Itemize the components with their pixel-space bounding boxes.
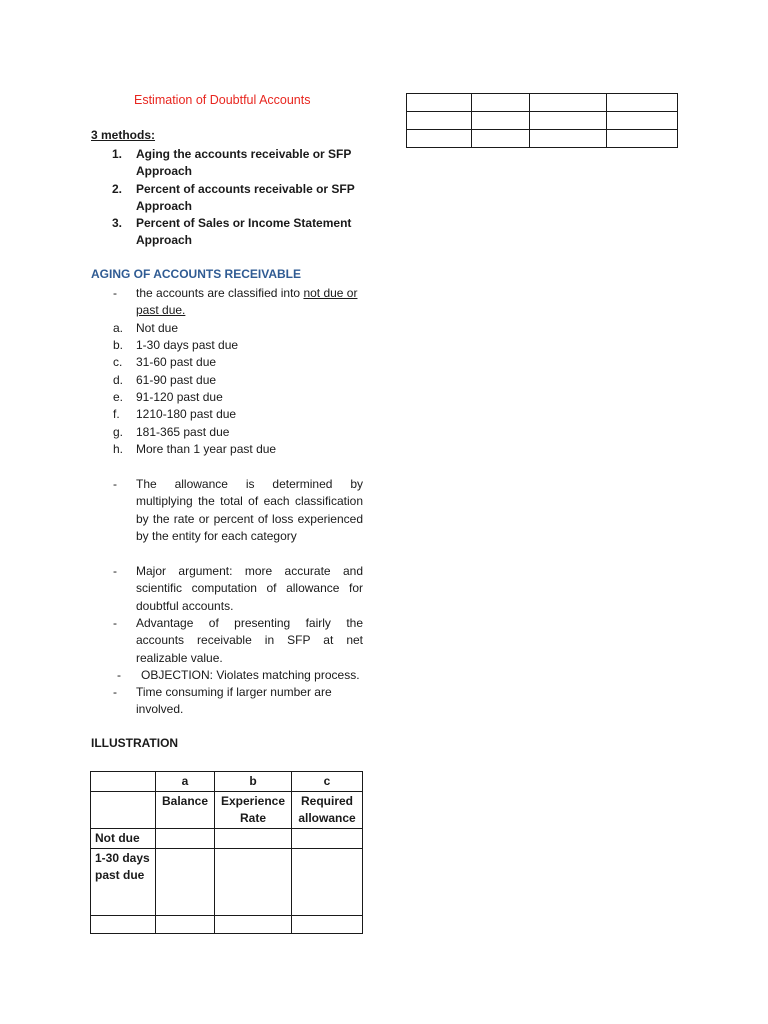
table-cell <box>407 112 472 130</box>
table-cell <box>472 94 530 112</box>
bullet-point <box>91 615 363 667</box>
method-number: 2. <box>112 181 123 196</box>
list-item <box>91 441 363 458</box>
method-item <box>104 181 364 216</box>
bullet-point <box>91 476 363 545</box>
point-text: Time consuming if larger number are involved. <box>136 685 332 717</box>
table-cell <box>215 829 292 849</box>
bullet-point <box>91 667 363 684</box>
category-letter: c. <box>113 355 123 369</box>
category-letter: h. <box>113 442 124 456</box>
category-letter: f. <box>113 407 120 421</box>
table-cell: Not due <box>91 829 156 849</box>
dash-mark: - <box>113 685 117 699</box>
table-cell <box>91 916 156 934</box>
point-text: Advantage of presenting fairly the accounts receivable in SFP at net realizable value. <box>136 616 363 665</box>
list-item <box>91 424 363 441</box>
bullet-point <box>91 684 363 719</box>
method-text: Aging the accounts receivable or SFP Approach <box>136 147 352 179</box>
table-cell <box>407 94 472 112</box>
table-cell <box>607 130 678 148</box>
method-text: Percent of Sales or Income Statement Approach <box>136 216 352 248</box>
list-item <box>91 337 363 354</box>
method-item <box>104 146 364 181</box>
point-text: OBJECTION: Violates matching process. <box>141 668 360 682</box>
dash-mark: - <box>113 477 117 491</box>
category-text: 1-30 days past due <box>136 338 239 352</box>
table-cell <box>472 130 530 148</box>
illustration-table <box>90 771 363 934</box>
dash-mark: - <box>113 286 117 300</box>
table-cell <box>292 829 363 849</box>
category-text: 91-120 past due <box>136 390 223 404</box>
dash-mark: - <box>113 564 117 578</box>
table-cell: b <box>215 772 292 792</box>
table-cell <box>292 849 363 916</box>
illustration-heading: ILLUSTRATION <box>91 736 179 750</box>
list-item <box>91 372 363 389</box>
table-cell: Required allowance <box>292 792 363 829</box>
category-letter: e. <box>113 390 124 404</box>
blank-table <box>406 93 678 148</box>
aging-heading: AGING OF ACCOUNTS RECEIVABLE <box>91 267 302 281</box>
table-row <box>91 829 363 849</box>
intro-prefix: the accounts are classified into <box>136 286 304 300</box>
table-cell <box>530 112 607 130</box>
table-cell: 1-30 days past due <box>91 849 156 916</box>
table-row <box>91 772 363 792</box>
point-text: Major argument: more accurate and scientific computation of allowance for doubtful accounts. <box>136 564 363 613</box>
table-cell <box>530 130 607 148</box>
dash-mark: - <box>117 668 121 682</box>
table-row <box>91 849 363 916</box>
table-cell <box>292 916 363 934</box>
list-item <box>91 389 363 406</box>
list-item <box>91 320 363 337</box>
method-item <box>104 215 364 250</box>
table-cell <box>156 916 215 934</box>
table-cell <box>91 792 156 829</box>
category-letter: g. <box>113 425 124 439</box>
intro-point <box>91 285 363 320</box>
methods-label: 3 methods: <box>91 128 156 142</box>
table-row <box>91 916 363 934</box>
dash-mark: - <box>113 616 117 630</box>
table-cell <box>472 112 530 130</box>
list-item <box>91 354 363 371</box>
table-cell: a <box>156 772 215 792</box>
document-title: Estimation of Doubtful Accounts <box>134 93 311 107</box>
intro-text <box>136 285 363 320</box>
category-text: 1210-180 past due <box>136 407 237 421</box>
table-cell <box>607 94 678 112</box>
method-number: 1. <box>112 147 123 161</box>
table-cell: Experience Rate <box>215 792 292 829</box>
intro-underlined: not due or past due. <box>136 286 358 318</box>
methods-list <box>104 146 364 250</box>
category-text: 31-60 past due <box>136 355 217 369</box>
list-item <box>91 406 363 423</box>
category-letter: d. <box>113 373 124 387</box>
table-cell <box>91 772 156 792</box>
table-cell <box>215 849 292 916</box>
table-row <box>91 792 363 829</box>
category-text: Not due <box>136 321 179 335</box>
table-cell <box>607 112 678 130</box>
table-cell <box>156 829 215 849</box>
category-text: More than 1 year past due <box>136 442 277 456</box>
method-number: 3. <box>112 216 123 231</box>
table-cell: c <box>292 772 363 792</box>
category-text: 61-90 past due <box>136 373 217 387</box>
category-letter: b. <box>113 338 124 352</box>
table-cell <box>215 916 292 934</box>
table-cell <box>530 94 607 112</box>
category-text: 181-365 past due <box>136 425 230 439</box>
table-cell <box>407 130 472 148</box>
point-text: The allowance is determined by multiplying the total of each classification by the rate or percent of loss experienced by the entity for each category <box>136 477 363 543</box>
category-letter: a. <box>113 321 124 335</box>
bullet-point <box>91 563 363 615</box>
table-cell <box>156 849 215 916</box>
table-cell: Balance <box>156 792 215 829</box>
method-text: Percent of accounts receivable or SFP Approach <box>136 181 355 213</box>
